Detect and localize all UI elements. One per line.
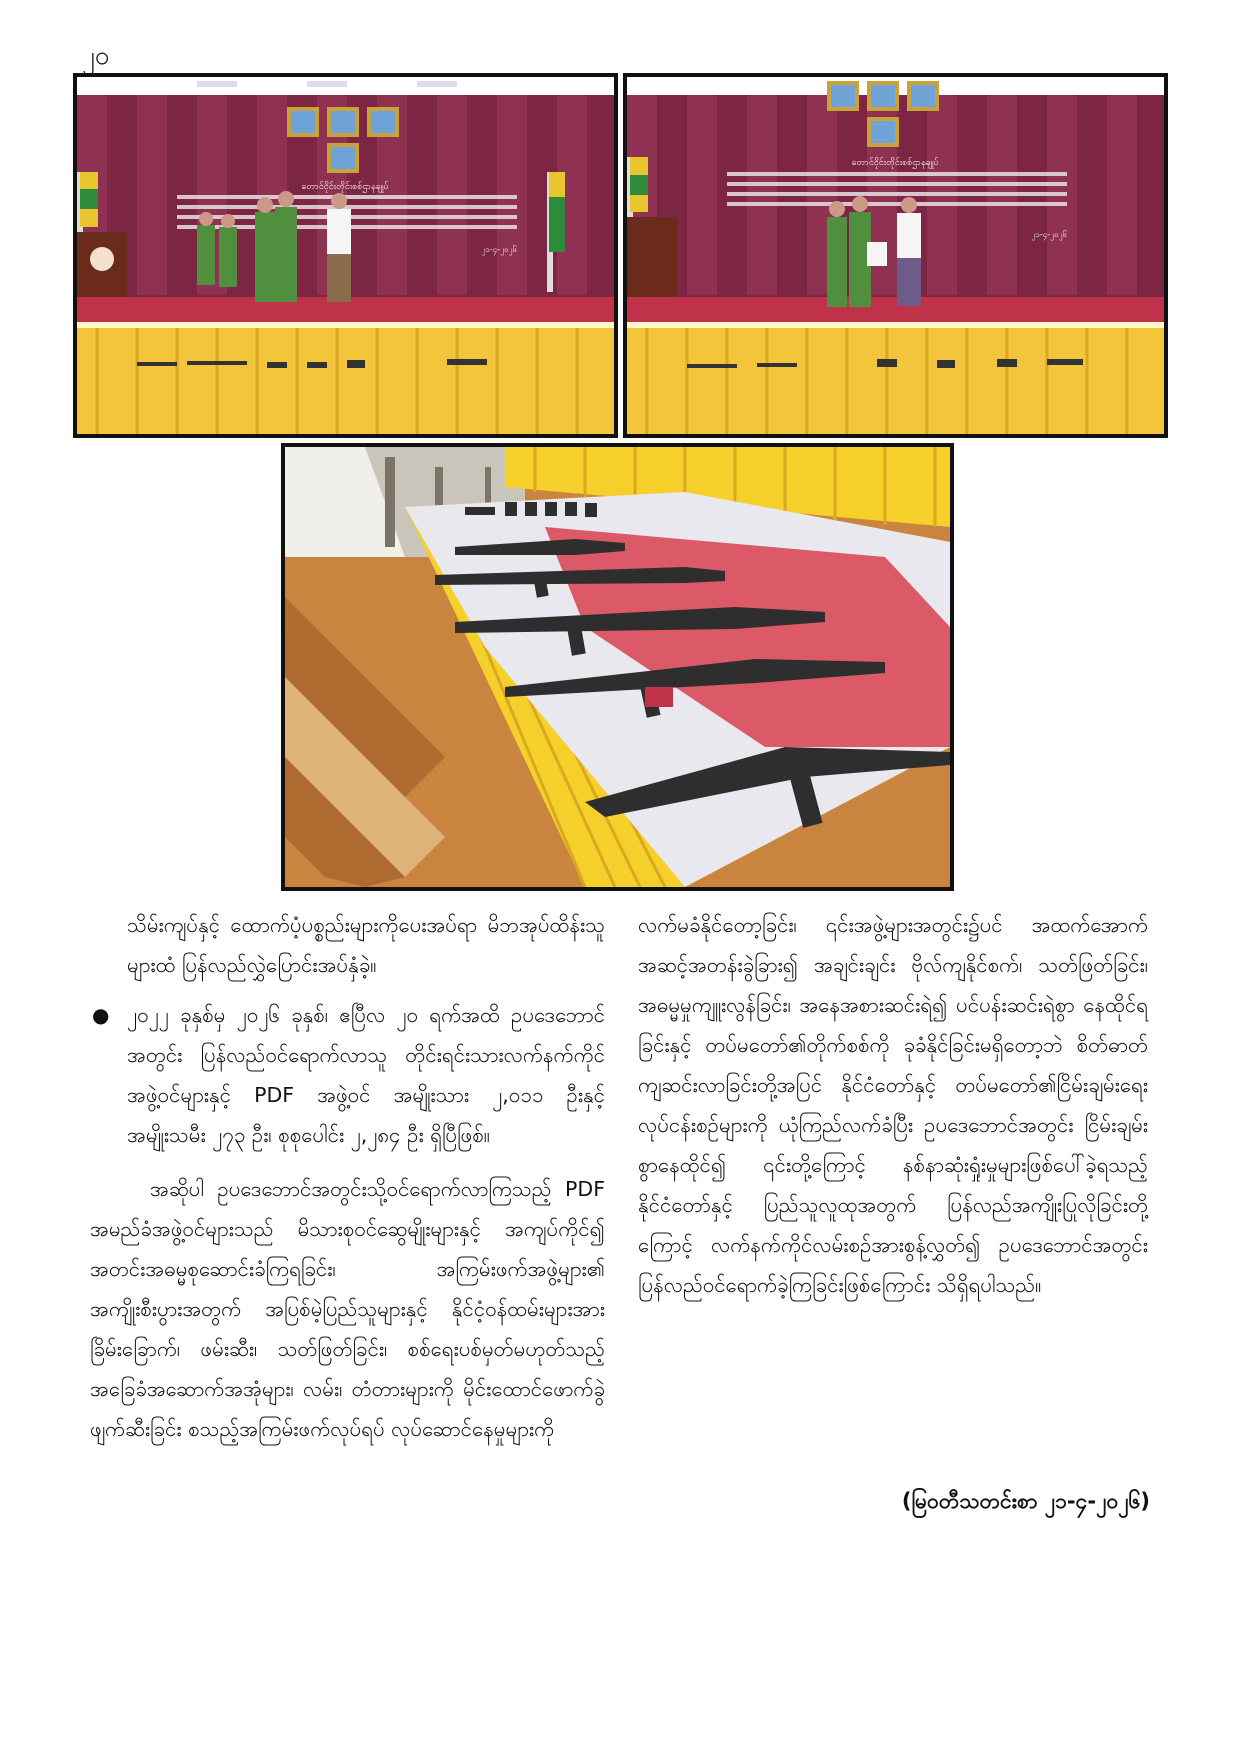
banner-title: တောင်ငိုင်းတိုင်းစစ်ဌာနချုပ် — [851, 158, 939, 168]
ceremony-photo-2 — [623, 73, 1168, 438]
bullet-text: ၂၀၂၂ ခုနှစ်မှ ၂၀၂၆ ခုနှစ်၊ ဧပြီလ ၂၀ ရက်အထိ ဥပဒေဘောင်အတွင်း ပြန်လည်ဝင်ရောက်လာသူ တိုင်းရင်းသားလက်နက်ကိုင်အဖွဲ့ဝင်များနှင့် PDF အဖွဲ့ဝင် အမျိုးသား ၂,၀၁၁ ဦးနှင့် အမျိုးသမီး ၂၇၃ ဦး၊ စုစုပေါင်း ၂,၂၈၄ ဦး ရှိပြီဖြစ်။ — [127, 1003, 605, 1147]
banner-date: ၂၁-၄-၂၀၂၆ — [1031, 230, 1067, 239]
ceremony-photo-1 — [73, 73, 618, 438]
weapons-display-photo — [281, 443, 954, 891]
body-paragraph: အဆိုပါ ဥပဒေဘောင်အတွင်းသို့ဝင်ရောက်လာကြသည့် PDF အမည်ခံအဖွဲ့ဝင်များသည် မိသားစုဝင်ဆွေမျိုးများနှင့် အကျပ်ကိုင်၍ အတင်းအဓမ္မစုဆောင်းခံကြရခြင်း၊ အကြမ်းဖက်အဖွဲ့များ၏ အကျိုးစီးပွားအတွက် အပြစ်မဲ့ပြည်သူများနှင့် နိုင်ငံ့ဝန်ထမ်းများအား ခြိမ်းခြောက်၊ ဖမ်းဆီး၊ သတ်ဖြတ်ခြင်း၊ စစ်ရေးပစ်မှတ်မဟုတ်သည့် အခြေခံအဆောက်အအုံများ၊ လမ်း၊ တံတားများကို မိုင်းထောင်ဖောက်ခွဲဖျက်ဆီးခြင်း စသည့်အကြမ်းဖက်လုပ်ရပ် လုပ်ဆောင်နေမှုများကို — [90, 1177, 605, 1441]
news-source-citation: (မြဝတီသတင်းစာ ၂၁-၄-၂၀၂၆) — [901, 1489, 1150, 1513]
continuation-paragraph: သိမ်းကျပ်နှင့် ထောက်ပံ့ပစ္စည်းများကိုပေးအပ်ရာ မိဘအုပ်ထိန်းသူများထံ ပြန်လည်လွှဲပြောင်းအပ်နှံခဲ့။ — [127, 913, 605, 977]
body-paragraph-continued: လက်မခံနိုင်တော့ခြင်း၊ ၎င်းအဖွဲ့များအတွင်း၌ပင် အထက်အောက် အဆင့်အတန်းခွဲခြား၍ အချင်းချင်း ဗိုလ်ကျနိုင်စက်၊ သတ်ဖြတ်ခြင်း၊ အဓမ္မမှုကျူးလွန်ခြင်း၊ အနေအစားဆင်းရဲ၍ ပင်ပန်းဆင်းရဲစွာ နေထိုင်ရခြင်းနှင့် တပ်မတော်၏တိုက်စစ်ကို ခုခံနိုင်ခြင်းမရှိတော့ဘဲ စိတ်ဓာတ်ကျဆင်းလာခြင်းတို့အပြင် နိုင်ငံတော်နှင့် တပ်မတော်၏ငြိမ်းချမ်းရေးလုပ်ငန်းစဉ်များကို ယုံကြည်လက်ခံပြီး ဥပဒေဘောင်အတွင်း ငြိမ်းချမ်းစွာနေထိုင်၍ ၎င်းတို့ကြောင့် နစ်နာဆုံးရှုံးမှုများဖြစ်ပေါ်ခဲ့ရသည့် နိုင်ငံတော်နှင့် ပြည်သူလူထုအတွက် ပြန်လည်အကျိုးပြုလိုခြင်းတို့ကြောင့် လက်နက်ကိုင်လမ်းစဉ်အားစွန့်လွှတ်၍ ဥပဒေဘောင်အတွင်း ပြန်လည်ဝင်ရောက်ခဲ့ကြခြင်းဖြစ်ကြောင်း သိရှိရပါသည်။ — [638, 913, 1148, 1297]
left-text-column — [90, 905, 605, 1459]
right-text-column — [638, 905, 1148, 1315]
page-number: ၂၀ — [82, 41, 110, 71]
banner-date: ၂၁-၄-၂၀၂၆ — [481, 245, 517, 254]
banner-title: တောင်ငိုင်းတိုင်းစစ်ဌာနချုပ် — [301, 182, 389, 192]
statistics-bullet — [90, 995, 605, 1155]
bullet-icon: ● — [92, 1003, 110, 1027]
